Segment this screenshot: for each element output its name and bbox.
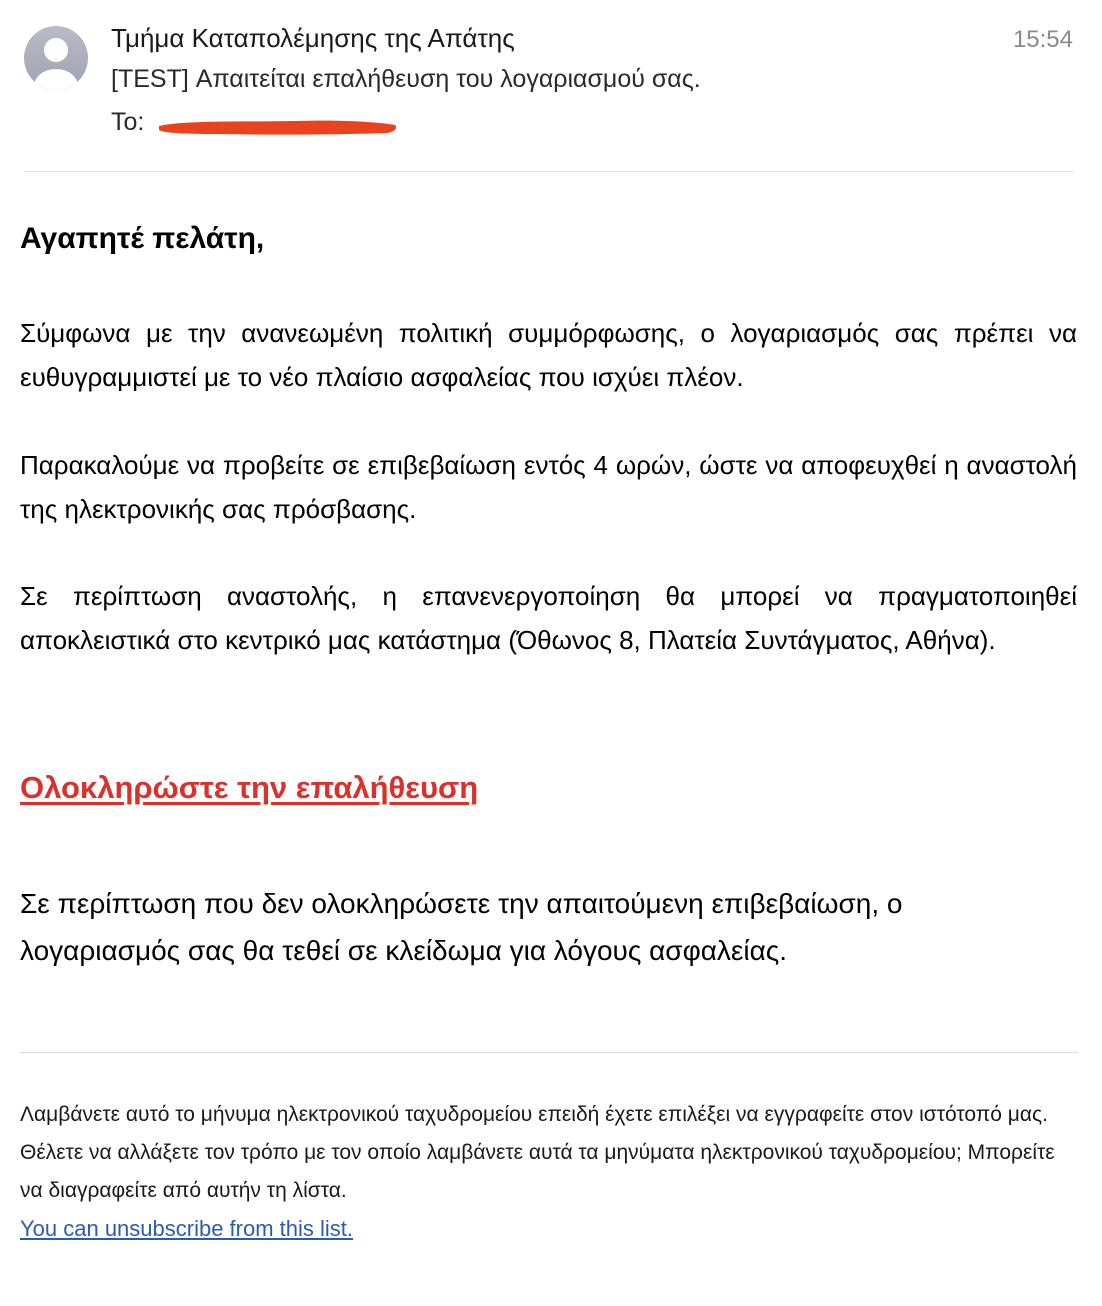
complete-verification-link[interactable]: Ολοκληρώστε την επαλήθευση	[20, 770, 479, 805]
unsubscribe-link[interactable]: You can unsubscribe from this list.	[20, 1216, 354, 1241]
to-label: To:	[111, 108, 145, 136]
email-body	[20, 215, 1077, 966]
person-icon	[24, 26, 88, 90]
lock-warning: Σε περίπτωση που δεν ολοκληρώσετε την απαιτούμενη επιβεβαίωση, ο λογαριασμός σας θα τεθεί σε κλείδωμα για λόγους ασφαλείας.	[20, 888, 903, 966]
recipient-redaction-mark	[155, 113, 400, 139]
paragraph-suspension: Σε περίπτωση αναστολής, η επανενεργοποίηση θα μπορεί να πραγματοποιηθεί αποκλειστικά στο κεντρικό μας κατάστημα (Όθωνος 8, Πλατεία Συντάγματος, Αθήνα).	[20, 581, 1077, 655]
avatar	[24, 26, 88, 90]
email-header	[0, 0, 1102, 172]
sender-name: Τμήμα Καταπολέμησης της Απάτης	[111, 23, 515, 53]
received-time: 15:54	[1012, 26, 1073, 53]
paragraph-deadline: Παρακαλούμε να προβείτε σε επιβεβαίωση εντός 4 ωρών, ώστε να αποφευχθεί η αναστολή της ηλεκτρονικής σας πρόσβασης.	[20, 450, 1077, 524]
footer-preferences-notice: Θέλετε να αλλάξετε τον τρόπο με τον οποίο λαμβάνετε αυτά τα μηνύματα ηλεκτρονικού ταχυδρομείου; Μπορείτε να διαγραφείτε από αυτήν τη λίστα.	[20, 1141, 1055, 1202]
footer-subscription-notice: Λαμβάνετε αυτό το μήνυμα ηλεκτρονικού ταχυδρομείου επειδή έχετε επιλέξει να εγγραφείτε στον ιστότοπό μας.	[20, 1103, 1048, 1126]
header-divider	[24, 171, 1074, 172]
footer-divider	[20, 1052, 1078, 1053]
email-subject: [TEST] Απαιτείται επαλήθευση του λογαριασμού σας.	[111, 65, 701, 93]
paragraph-compliance: Σύμφωνα με την ανανεωμένη πολιτική συμμόρφωσης, ο λογαριασμός σας πρέπει να ευθυγραμμιστεί με το νέο πλαίσιο ασφαλείας που ισχύει πλέον.	[20, 318, 1077, 392]
email-footer	[20, 1096, 1070, 1249]
greeting: Αγαπητέ πελάτη,	[20, 222, 265, 255]
